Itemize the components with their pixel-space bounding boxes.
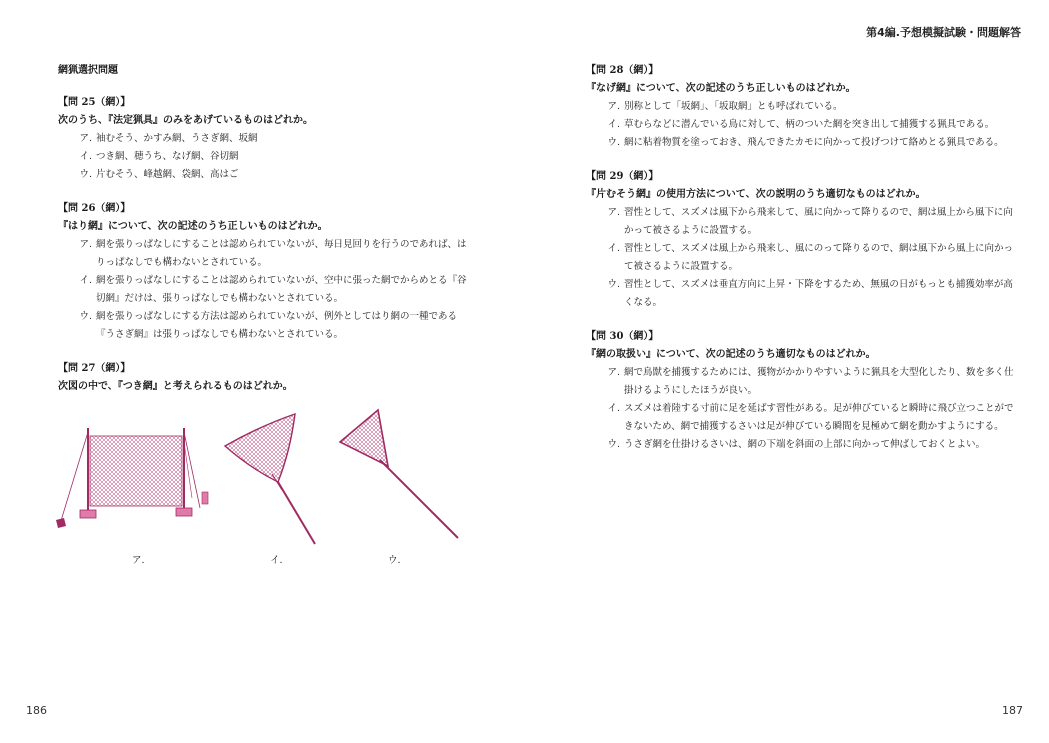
option-text: 習性として、スズメは風上から飛来し、風にのって降りるので、網は風下から風上に向かって被さるように設置する。 <box>624 243 1014 272</box>
option <box>586 204 1016 240</box>
option <box>586 134 1016 152</box>
question-28 <box>586 62 1016 152</box>
option-text: 網に粘着物質を塗っておき、飛んできたカモに向かって投げつけて絡めとる猟具である。 <box>624 137 1004 148</box>
option-label: ア. <box>607 367 620 378</box>
question-text: 『なげ網』について、次の記述のうち正しいものはどれか。 <box>586 83 856 94</box>
option-text: 習性として、スズメは風下から飛来して、風に向かって降りるので、網は風上から風下に向かって被さるように設置する。 <box>624 207 1013 236</box>
net-illustrations <box>50 402 470 552</box>
option-label: イ. <box>79 275 92 286</box>
option-label: イ. <box>607 243 620 254</box>
option <box>586 116 1016 134</box>
figure-label-a: ア. <box>132 555 145 566</box>
option-label: イ. <box>79 151 92 162</box>
option <box>586 276 1016 312</box>
option-label: ウ. <box>79 311 92 322</box>
option-label: ア. <box>607 101 620 112</box>
option <box>58 308 474 344</box>
option-label: ウ. <box>79 169 92 180</box>
option <box>586 98 1016 116</box>
option-label: ア. <box>607 207 620 218</box>
option <box>586 436 1016 454</box>
figure-label-b: イ. <box>270 555 283 566</box>
option-text: 袖むそう、かすみ網、うさぎ網、坂網 <box>96 133 258 144</box>
question-number: 【問 27（網）】 <box>58 363 131 374</box>
option-label: イ. <box>607 119 620 130</box>
option-text: 網を張りっぱなしにする方法は認められていないが、例外としてはり網の一種である『うさぎ網』は張りっぱなしでも構わないとされている。 <box>96 311 458 340</box>
option <box>58 272 474 308</box>
question-text: 次のうち、『法定猟具』のみをあげているものはどれか。 <box>58 115 313 126</box>
option-text: 草むらなどに潜んでいる鳥に対して、柄のついた網を突き出して捕獲する猟具である。 <box>624 119 995 130</box>
running-head: 第4編.予想模擬試験・問題解答 <box>866 26 1021 39</box>
question-text: 『はり網』について、次の記述のうち正しいものはどれか。 <box>58 221 328 232</box>
section-title: 網猟選択問題 <box>58 65 118 76</box>
option-text: 習性として、スズメは垂直方向に上昇・下降をするため、無風の日がもっとも捕獲効率が高くなる。 <box>624 279 1013 308</box>
question-text: 『片むそう網』の使用方法について、次の説明のうち適切なものはどれか。 <box>586 189 926 200</box>
page-number: 187 <box>1002 704 1023 717</box>
question-26 <box>58 200 474 344</box>
right-page <box>525 0 1049 743</box>
option <box>58 166 474 184</box>
net-a-illustration <box>56 428 208 528</box>
option-text: つき網、穂うち、なげ網、谷切網 <box>96 151 239 162</box>
left-column <box>58 62 474 588</box>
left-page <box>0 0 524 743</box>
option <box>586 400 1016 436</box>
question-number: 【問 25（網）】 <box>58 97 131 108</box>
net-c-illustration <box>340 410 458 538</box>
question-number: 【問 30（網）】 <box>586 331 659 342</box>
question-text: 『網の取扱い』について、次の記述のうち適切なものはどれか。 <box>586 349 876 360</box>
option <box>58 130 474 148</box>
option-label: ウ. <box>607 439 620 450</box>
option <box>58 236 474 272</box>
option <box>58 148 474 166</box>
net-figure <box>58 402 474 572</box>
option-text: 片むそう、峰越網、袋網、高はご <box>96 169 239 180</box>
option <box>586 240 1016 276</box>
option-text: 網で鳥獣を捕獲するためには、獲物がかかりやすいように猟具を大型化したり、数を多く仕掛けるようにしたほうが良い。 <box>624 367 1014 396</box>
option-label: イ. <box>607 403 620 414</box>
question-text: 次図の中で、『つき網』と考えられるものはどれか。 <box>58 381 293 392</box>
option-text: 網を張りっぱなしにすることは認められていないが、空中に張った網でからめとる『谷切網』だけは、張りっぱなしでも構わないとされている。 <box>96 275 467 304</box>
option-text: スズメは着陸する寸前に足を延ばす習性がある。足が伸びていると瞬時に飛び立つことができないため、網で捕獲するさいは足が伸びている瞬間を見極めて網を動かすようにする。 <box>624 403 1014 432</box>
question-29 <box>586 168 1016 312</box>
page-number: 186 <box>26 704 47 717</box>
question-number: 【問 29（網）】 <box>586 171 659 182</box>
option-text: 別称として「坂網」、「坂取網」とも呼ばれている。 <box>624 101 843 112</box>
question-number: 【問 26（網）】 <box>58 203 131 214</box>
question-25 <box>58 94 474 184</box>
question-30 <box>586 328 1016 454</box>
option-label: ア. <box>79 133 92 144</box>
right-column <box>586 62 1016 470</box>
option-label: ウ. <box>607 137 620 148</box>
option-label: ウ. <box>607 279 620 290</box>
question-number: 【問 28（網）】 <box>586 65 659 76</box>
option-text: 網を張りっぱなしにすることは認められていないが、毎日見回りを行うのであれば、はりっぱなしでも構わないとされている。 <box>96 239 467 268</box>
option-label: ア. <box>79 239 92 250</box>
option-text: うさぎ網を仕掛けるさいは、網の下端を斜面の上部に向かって伸ばしておくとよい。 <box>624 439 986 450</box>
question-27 <box>58 360 474 572</box>
figure-label-c: ウ. <box>388 555 401 566</box>
option <box>586 364 1016 400</box>
net-b-illustration <box>225 414 315 544</box>
figure-labels <box>58 552 474 570</box>
